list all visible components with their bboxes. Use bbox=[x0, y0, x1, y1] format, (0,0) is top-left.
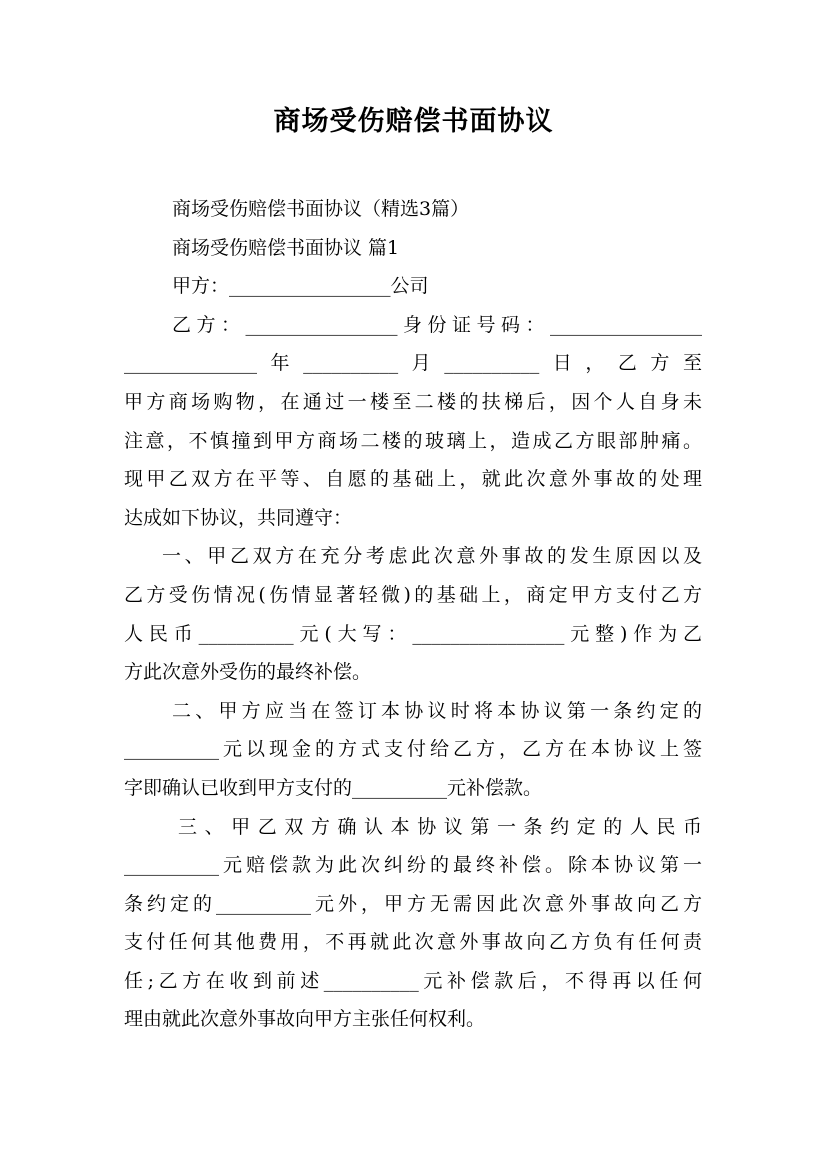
paragraph-line: 方此次意外受伤的最终补偿。 bbox=[124, 661, 372, 684]
paragraph-line: 条约定的__________元外，甲方无需因此次意外事故向乙方 bbox=[124, 892, 702, 915]
section-heading: 商场受伤赔偿书面协议 篇1 bbox=[172, 236, 400, 259]
paragraph-line: 注意，不慎撞到甲方商场二楼的玻璃上，造成乙方眼部肿痛。 bbox=[124, 429, 702, 452]
paragraph-line: 任;乙方在收到前述__________元补偿款后，不得再以任何 bbox=[124, 969, 702, 992]
paragraph-line: __________元赔偿款为此次纠纷的最终补偿。除本协议第一 bbox=[124, 854, 702, 877]
paragraph-line: 支付任何其他费用，不再就此次意外事故向乙方负有任何责 bbox=[124, 931, 702, 954]
clause-two-line: 二、甲方应当在签订本协议时将本协议第一条约定的 bbox=[172, 699, 702, 722]
paragraph-line: ______________年__________月__________日，乙方至 bbox=[124, 352, 702, 375]
paragraph-line: __________元以现金的方式支付给乙方，乙方在本协议上签 bbox=[124, 738, 702, 761]
clause-one-line: 一、甲乙双方在充分考虑此次意外事故的发生原因以及 bbox=[162, 545, 702, 568]
document-subtitle: 商场受伤赔偿书面协议（精选3篇） bbox=[172, 198, 470, 220]
paragraph-line: 达成如下协议，共同遵守： bbox=[124, 506, 353, 529]
party-b-line: 乙方：________________身份证号码：________________ bbox=[172, 313, 702, 336]
party-a-line: 甲方：_________________公司 bbox=[172, 275, 429, 298]
paragraph-line: 理由就此次意外事故向甲方主张任何权利。 bbox=[124, 1008, 486, 1031]
document-title: 商场受伤赔偿书面协议 bbox=[273, 106, 554, 137]
paragraph-line: 乙方受伤情况(伤情显著轻微)的基础上，商定甲方支付乙方 bbox=[124, 583, 702, 606]
document-body bbox=[124, 190, 702, 1039]
paragraph-line: 现甲乙双方在平等、自愿的基础上，就此次意外事故的处理 bbox=[124, 468, 702, 491]
paragraph-line: 甲方商场购物，在通过一楼至二楼的扶梯后，因个人自身未 bbox=[124, 390, 702, 413]
paragraph-line: 人民币__________元(大写：________________元整)作为乙 bbox=[124, 622, 702, 645]
clause-three-line: 三、甲乙双方确认本协议第一条约定的人民币 bbox=[178, 815, 702, 838]
paragraph-line: 字即确认已收到甲方支付的__________元补偿款。 bbox=[124, 776, 543, 799]
